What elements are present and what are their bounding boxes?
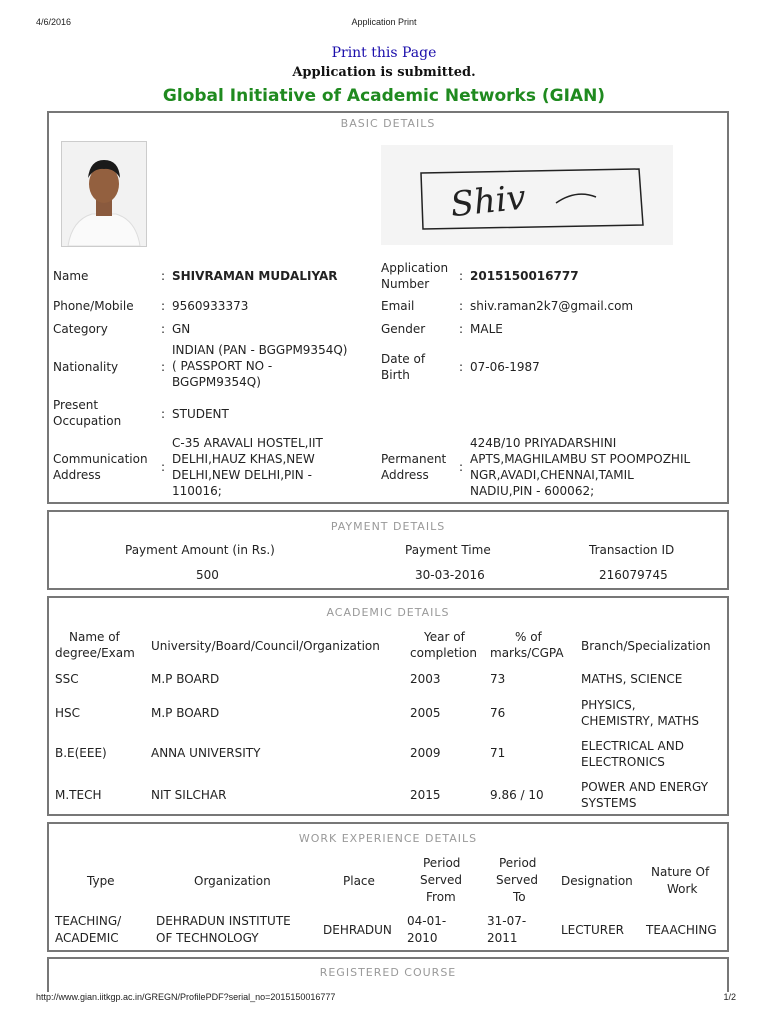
academic-row-2-year: 2005 xyxy=(410,706,441,720)
col-university-header: University/Board/Council/Organization xyxy=(151,639,380,653)
academic-row-2-branch-1: PHYSICS, xyxy=(581,698,636,712)
work-nature: TEAACHING xyxy=(646,923,717,937)
academic-row-4-marks: 9.86 / 10 xyxy=(490,788,544,802)
academic-row-3-year: 2009 xyxy=(410,746,441,760)
col-organization-header: Organization xyxy=(194,874,271,888)
basic-details-title: BASIC DETAILS xyxy=(340,117,436,130)
col-type-header: Type xyxy=(87,874,115,888)
occupation-value: STUDENT xyxy=(172,407,229,421)
communication-address-label-1: Communication xyxy=(53,452,148,466)
communication-address-label-2: Address xyxy=(53,468,101,482)
print-footer-url: http://www.gian.iitkgp.ac.in/GREGN/ProfilePDF?serial_no=2015150016777 xyxy=(36,992,336,1002)
academic-row-3-branch-1: ELECTRICAL AND xyxy=(581,739,684,753)
applicant-photo xyxy=(61,141,147,247)
academic-details-title: ACADEMIC DETAILS xyxy=(326,606,450,619)
application-number-label-2: Number xyxy=(381,277,430,291)
academic-row-1-university: M.P BOARD xyxy=(151,672,220,686)
col-to-header-1: Period xyxy=(499,856,537,870)
permanent-address-line-4: NADIU,PIN - 600062; xyxy=(470,484,595,498)
academic-row-2-marks: 76 xyxy=(490,706,506,720)
work-place: DEHRADUN xyxy=(323,923,392,937)
work-type-1: TEACHING/ xyxy=(55,914,122,928)
payment-time-value: 30-03-2016 xyxy=(415,568,485,582)
basic-details-section: BASIC DETAILS Shiv Name : SHIVRAMAN MUDALIYAR Application Number : 2015150016777 Phone/Mobile : 9560933373 Email : shiv.raman2k7@gmail.com Category : GN Gender : MALE Nationality : INDIAN (PAN - BGGPM9354Q) ( PASSPORT NO - BGGPM9354Q) Date of Birth : 07-06-1987 Present Occupation : STUDENT Communication Address : C-35 ARAVALI HOSTEL,IIT DELHI,HAUZ KHAS,NEW DELHI,NEW DELHI,PIN - 110016; Permanent Address : 424B/10 PRIYADARSHINI APTS,MAGHILAMBU ST POOMPOZHIL NGR,AVADI,CHENNAI,TAMIL NADIU,PIN - 600062; xyxy=(47,111,729,504)
print-page-number: 1/2 xyxy=(723,992,736,1002)
print-page-link-text[interactable]: Print this Page xyxy=(331,45,437,61)
academic-row-4-degree: M.TECH xyxy=(55,788,102,802)
academic-row-4-university: NIT SILCHAR xyxy=(151,788,227,802)
work-experience-section xyxy=(47,822,729,952)
category-value: GN xyxy=(172,322,191,336)
col-nature-header-1: Nature Of xyxy=(651,865,710,879)
email-label: Email xyxy=(381,299,415,313)
gender-value: MALE xyxy=(470,322,503,336)
payment-details-section xyxy=(47,510,729,590)
print-header xyxy=(0,17,768,31)
permanent-address-line-2: APTS,MAGHILAMBU ST POOMPOZHIL xyxy=(470,452,691,466)
applicant-signature xyxy=(381,145,673,245)
category-label: Category xyxy=(53,322,108,336)
work-experience-title: WORK EXPERIENCE DETAILS xyxy=(298,832,478,845)
nationality-line-2: ( PASSPORT NO - xyxy=(172,359,273,373)
nationality-line-3: BGGPM9354Q) xyxy=(172,375,261,389)
application-number: 2015150016777 xyxy=(470,269,579,283)
academic-row-1-marks: 73 xyxy=(490,672,506,686)
name-label: Name xyxy=(53,269,89,283)
academic-row-2-branch-2: CHEMISTRY, MATHS xyxy=(581,714,699,728)
academic-row-3-marks: 71 xyxy=(490,746,506,760)
payment-time-label: Payment Time xyxy=(405,543,491,557)
signature-text: Shiv xyxy=(448,177,528,226)
col-place-header: Place xyxy=(343,874,375,888)
col-from-header-2: Served xyxy=(420,873,463,887)
photo-image xyxy=(62,142,146,246)
academic-row-4-branch-2: SYSTEMS xyxy=(581,796,637,810)
email-value: shiv.raman2k7@gmail.com xyxy=(470,299,634,313)
col-degree-header-1: Name of xyxy=(69,630,120,644)
applicant-name: SHIVRAMAN MUDALIYAR xyxy=(172,269,338,283)
registered-course-title: REGISTERED COURSE xyxy=(319,966,457,979)
communication-address-line-4: 110016; xyxy=(172,484,222,498)
work-organization-1: DEHRADUN INSTITUTE xyxy=(156,914,291,928)
academic-row-4-year: 2015 xyxy=(410,788,441,802)
academic-row-3-branch-2: ELECTRONICS xyxy=(581,755,665,769)
work-to-2: 2011 xyxy=(487,931,518,945)
signature-image xyxy=(381,145,673,245)
work-type-2: ACADEMIC xyxy=(55,931,119,945)
work-designation: LECTURER xyxy=(561,923,625,937)
communication-address-line-2: DELHI,HAUZ KHAS,NEW xyxy=(172,452,315,466)
dob-label-2: Birth xyxy=(381,368,410,382)
dob-label-1: Date of xyxy=(381,352,426,366)
col-nature-header-2: Work xyxy=(667,882,698,896)
col-marks-header-2: marks/CGPA xyxy=(490,646,564,660)
work-from-1: 04-01- xyxy=(407,914,447,928)
transaction-id-value: 216079745 xyxy=(599,568,668,582)
academic-row-2-university: M.P BOARD xyxy=(151,706,220,720)
academic-row-1-branch: MATHS, SCIENCE xyxy=(581,672,683,686)
phone-value: 9560933373 xyxy=(172,299,249,313)
academic-row-3-degree: B.E(EEE) xyxy=(55,746,107,760)
nationality-line-1: INDIAN (PAN - BGGPM9354Q) xyxy=(172,343,348,357)
work-to-1: 31-07- xyxy=(487,914,527,928)
print-date: 4/6/2016 xyxy=(36,17,72,27)
permanent-address-line-1: 424B/10 PRIYADARSHINI xyxy=(470,436,617,450)
submitted-message: Application is submitted. xyxy=(292,65,476,80)
occupation-label-1: Present xyxy=(53,398,99,412)
payment-details-title: PAYMENT DETAILS xyxy=(330,520,446,533)
col-from-header-1: Period xyxy=(423,856,461,870)
permanent-address-label-2: Address xyxy=(381,468,429,482)
col-year-header-1: Year of xyxy=(424,630,465,644)
col-designation-header: Designation xyxy=(561,874,633,888)
work-organization-2: OF TECHNOLOGY xyxy=(156,931,259,945)
application-number-label-1: Application xyxy=(381,261,449,275)
col-from-header-3: From xyxy=(426,890,456,904)
dob-value: 07-06-1987 xyxy=(470,360,540,374)
communication-address-line-3: DELHI,NEW DELHI,PIN - xyxy=(172,468,312,482)
col-marks-header-1: % of xyxy=(515,630,542,644)
occupation-label-2: Occupation xyxy=(53,414,122,428)
payment-amount-value: 500 xyxy=(196,568,219,582)
permanent-address-line-3: NGR,AVADI,CHENNAI,TAMIL xyxy=(470,468,634,482)
communication-address-line-1: C-35 ARAVALI HOSTEL,IIT xyxy=(172,436,323,450)
col-degree-header-2: degree/Exam xyxy=(55,646,135,660)
print-page-link[interactable] xyxy=(0,45,768,61)
academic-row-3-university: ANNA UNIVERSITY xyxy=(151,746,261,760)
work-from-2: 2010 xyxy=(407,931,438,945)
registered-course-section xyxy=(47,957,729,992)
col-year-header-2: completion xyxy=(410,646,477,660)
gender-label: Gender xyxy=(381,322,426,336)
permanent-address-label-1: Permanent xyxy=(381,452,447,466)
col-to-header-2: Served xyxy=(496,873,539,887)
col-branch-header: Branch/Specialization xyxy=(581,639,711,653)
phone-label: Phone/Mobile xyxy=(53,299,134,313)
transaction-id-label: Transaction ID xyxy=(589,543,675,557)
print-title: Application Print xyxy=(351,17,417,27)
academic-details-section xyxy=(47,596,729,816)
nationality-label: Nationality xyxy=(53,360,119,374)
academic-row-1-year: 2003 xyxy=(410,672,441,686)
page-title: Global Initiative of Academic Networks (GIAN) xyxy=(162,86,606,106)
payment-amount-label: Payment Amount (in Rs.) xyxy=(125,543,275,557)
academic-row-1-degree: SSC xyxy=(55,672,79,686)
academic-row-4-branch-1: POWER AND ENERGY xyxy=(581,780,709,794)
col-to-header-3: To xyxy=(513,890,526,904)
academic-row-2-degree: HSC xyxy=(55,706,81,720)
